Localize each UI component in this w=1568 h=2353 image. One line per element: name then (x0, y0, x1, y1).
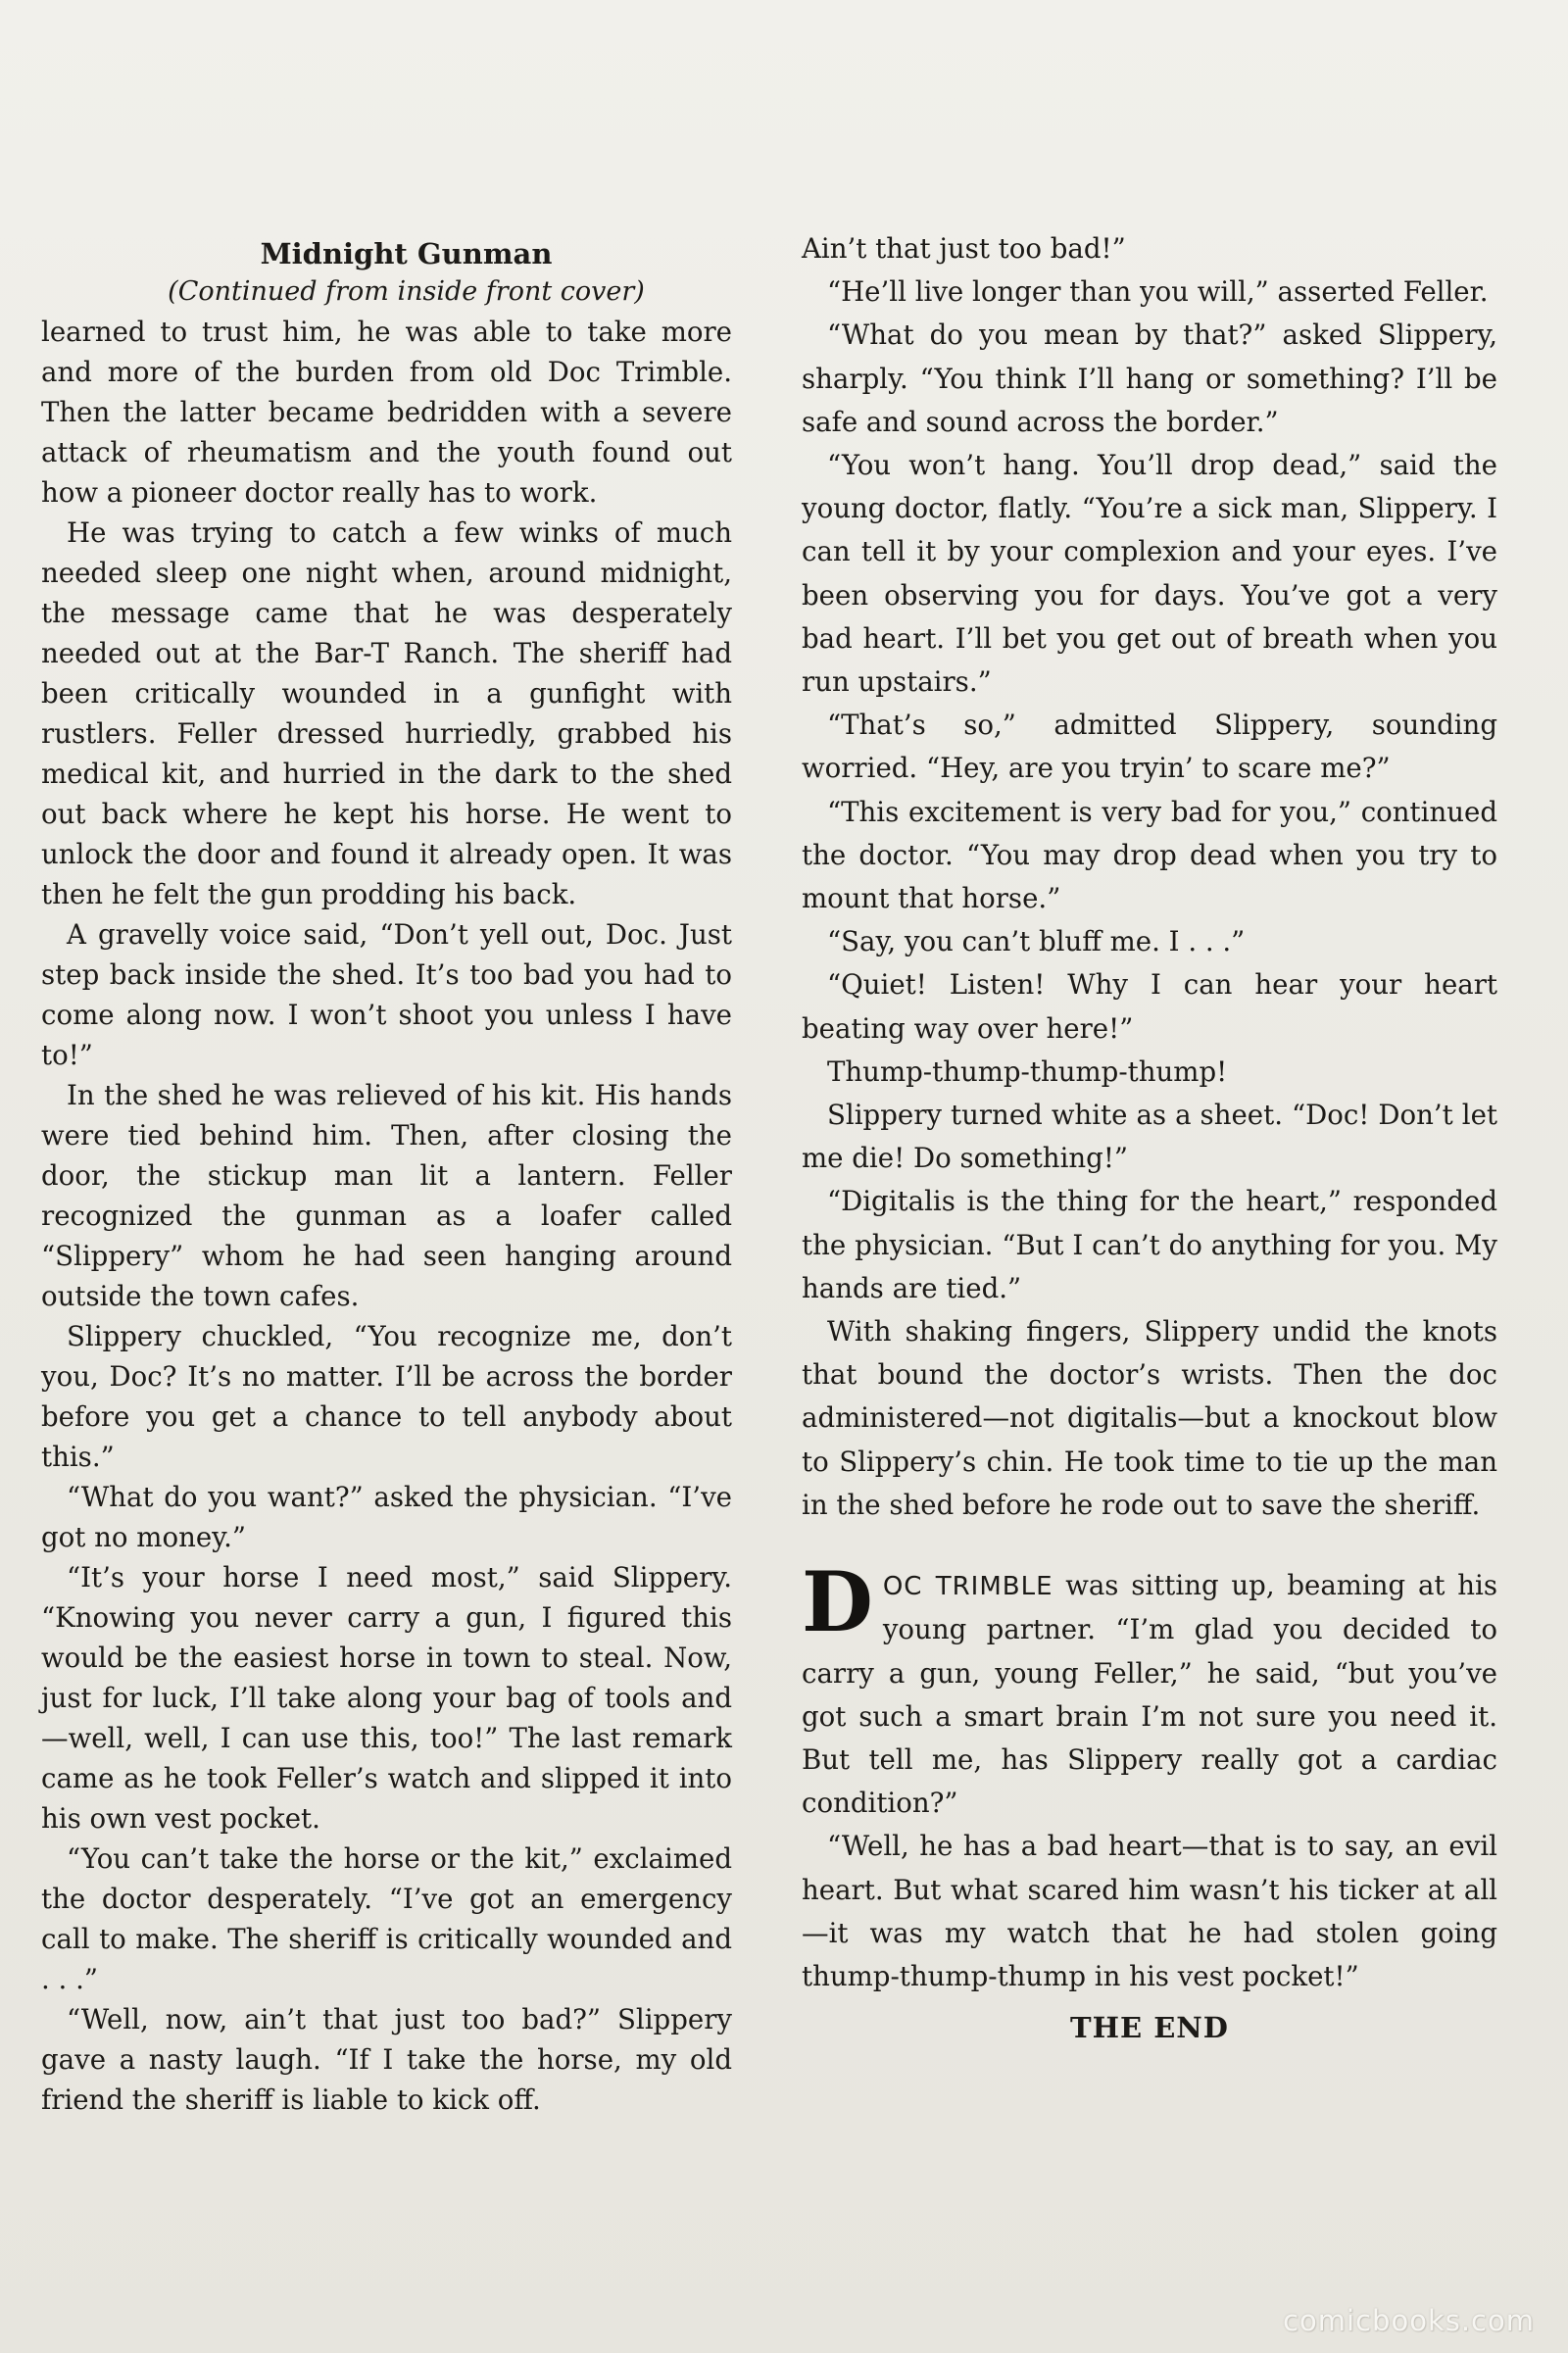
paragraph: learned to trust him, he was able to take more and more of the burden from old Doc Trimble. Then the latter became bedridden with a severe attack of rheumatism and the youth found out how a pioneer doctor really has to work. (41, 316, 732, 509)
paragraph: “What do you mean by that?” asked Slippery, sharply. “You think I’ll hang or something? I’ll be safe and sound across the border.” (802, 319, 1497, 438)
paragraph: “Digitalis is the thing for the heart,” responded the physician. “But I can’t do anything for you. My hands are tied.” (802, 1185, 1497, 1304)
paragraph: “This excitement is very bad for you,” continued the doctor. “You may drop dead when you try to mount that horse.” (802, 795, 1497, 915)
epilogue-paragraph (802, 1553, 1497, 1825)
paragraph: “What do you want?” asked the physician. “I’ve got no money.” (41, 1481, 732, 1553)
right-column (802, 227, 1497, 2048)
paragraph: Slippery chuckled, “You recognize me, don’t you, Doc? It’s no matter. I’ll be across the border before you get a chance to tell anybody about this.” (41, 1320, 732, 1473)
watermark: comicbooks.com (1283, 2304, 1535, 2337)
the-end-label: THE END (1070, 2011, 1229, 2045)
lead-word: OC TRIMBLE (882, 1572, 1054, 1602)
paragraph: Ain’t that just too bad!” (802, 232, 1126, 265)
paragraph: “That’s so,” admitted Slippery, sounding worried. “Hey, are you tryin’ to scare me?” (802, 709, 1497, 785)
paragraph: Thump-thump-thump-thump! (827, 1054, 1228, 1088)
paragraph: “He’ll live longer than you will,” asserted Feller. (827, 275, 1489, 309)
paragraph: A gravelly voice said, “Don’t yell out, Doc. Just step back inside the shed. It’s too bad you had to come along now. I won’t shoot you unless I have to!” (41, 918, 732, 1071)
drop-cap: D (802, 1553, 873, 1651)
paragraph: “You can’t take the horse or the kit,” exclaimed the doctor desperately. “I’ve got an emergency call to make. The sheriff is critically wounded and . . .” (41, 1842, 732, 1995)
paragraph: “Well, now, ain’t that just too bad?” Slippery gave a nasty laugh. “If I take the horse, my old friend the sheriff is liable to kick off. (41, 2003, 732, 2116)
paragraph: “Quiet! Listen! Why I can hear your heart beating way over here!” (802, 968, 1497, 1045)
paragraph: “You won’t hang. You’ll drop dead,” said the young doctor, flatly. “You’re a sick man, Slippery. I can tell it by your complexion and your eyes. I’ve been observing you for days. You’ve got a very bad heart. I’ll bet you get out of breath when you run upstairs.” (802, 449, 1497, 699)
story-title: Midnight Gunman (260, 237, 553, 270)
paragraph: “Well, he has a bad heart—that is to say, an evil heart. But what scared him wasn’t his ticker at all—it was my watch that he had stolen going thump-thump-thump in his vest pocket!” (802, 1830, 1497, 1992)
paragraph: He was trying to catch a few winks of much needed sleep one night when, around midnight, the message came that he was desperately needed out at the Bar-T Ranch. The sheriff had been critically wounded in a gunfight with rustlers. Feller dressed hurriedly, grabbed his medical kit, and hurried in the dark to the shed out back where he kept his horse. He went to unlock the door and found it already open. It was then he felt the gun prodding his back. (41, 516, 732, 910)
left-column (41, 227, 732, 2120)
paragraph: “It’s your horse I need most,” said Slippery. “Knowing you never carry a gun, I figured this would be the easiest horse in town to steal. Now, just for luck, I’ll take along your bag of tools and—well, well, I can use this, too!” The last remark came as he took Feller’s watch and slipped it into his own vest pocket. (41, 1561, 732, 1835)
paragraph: In the shed he was relieved of his kit. His hands were tied behind him. Then, after closing the door, the stickup man lit a lantern. Feller recognized the gunman as a loafer called “Slippery” whom he had seen hanging around outside the town cafes. (41, 1079, 732, 1312)
story-subtitle: (Continued from inside front cover) (168, 276, 645, 307)
paragraph: With shaking fingers, Slippery undid the knots that bound the doctor’s wrists. Then the doc administered—not digitalis—but a knockout blow to Slippery’s chin. He took time to tie up the man in the shed before he rode out to save the sheriff. (802, 1315, 1497, 1521)
epilogue-text: was sitting up, beaming at his young partner. “I’m glad you decided to carry a gun, young Feller,” he said, “but you’ve got such a smart brain I’m not sure you need it. But tell me, has Slippery really got a cardiac condition?” (802, 1569, 1497, 1820)
paragraph: Slippery turned white as a sheet. “Doc! Don’t let me die! Do something!” (802, 1099, 1497, 1175)
paragraph: “Say, you can’t bluff me. I . . .” (827, 925, 1246, 958)
